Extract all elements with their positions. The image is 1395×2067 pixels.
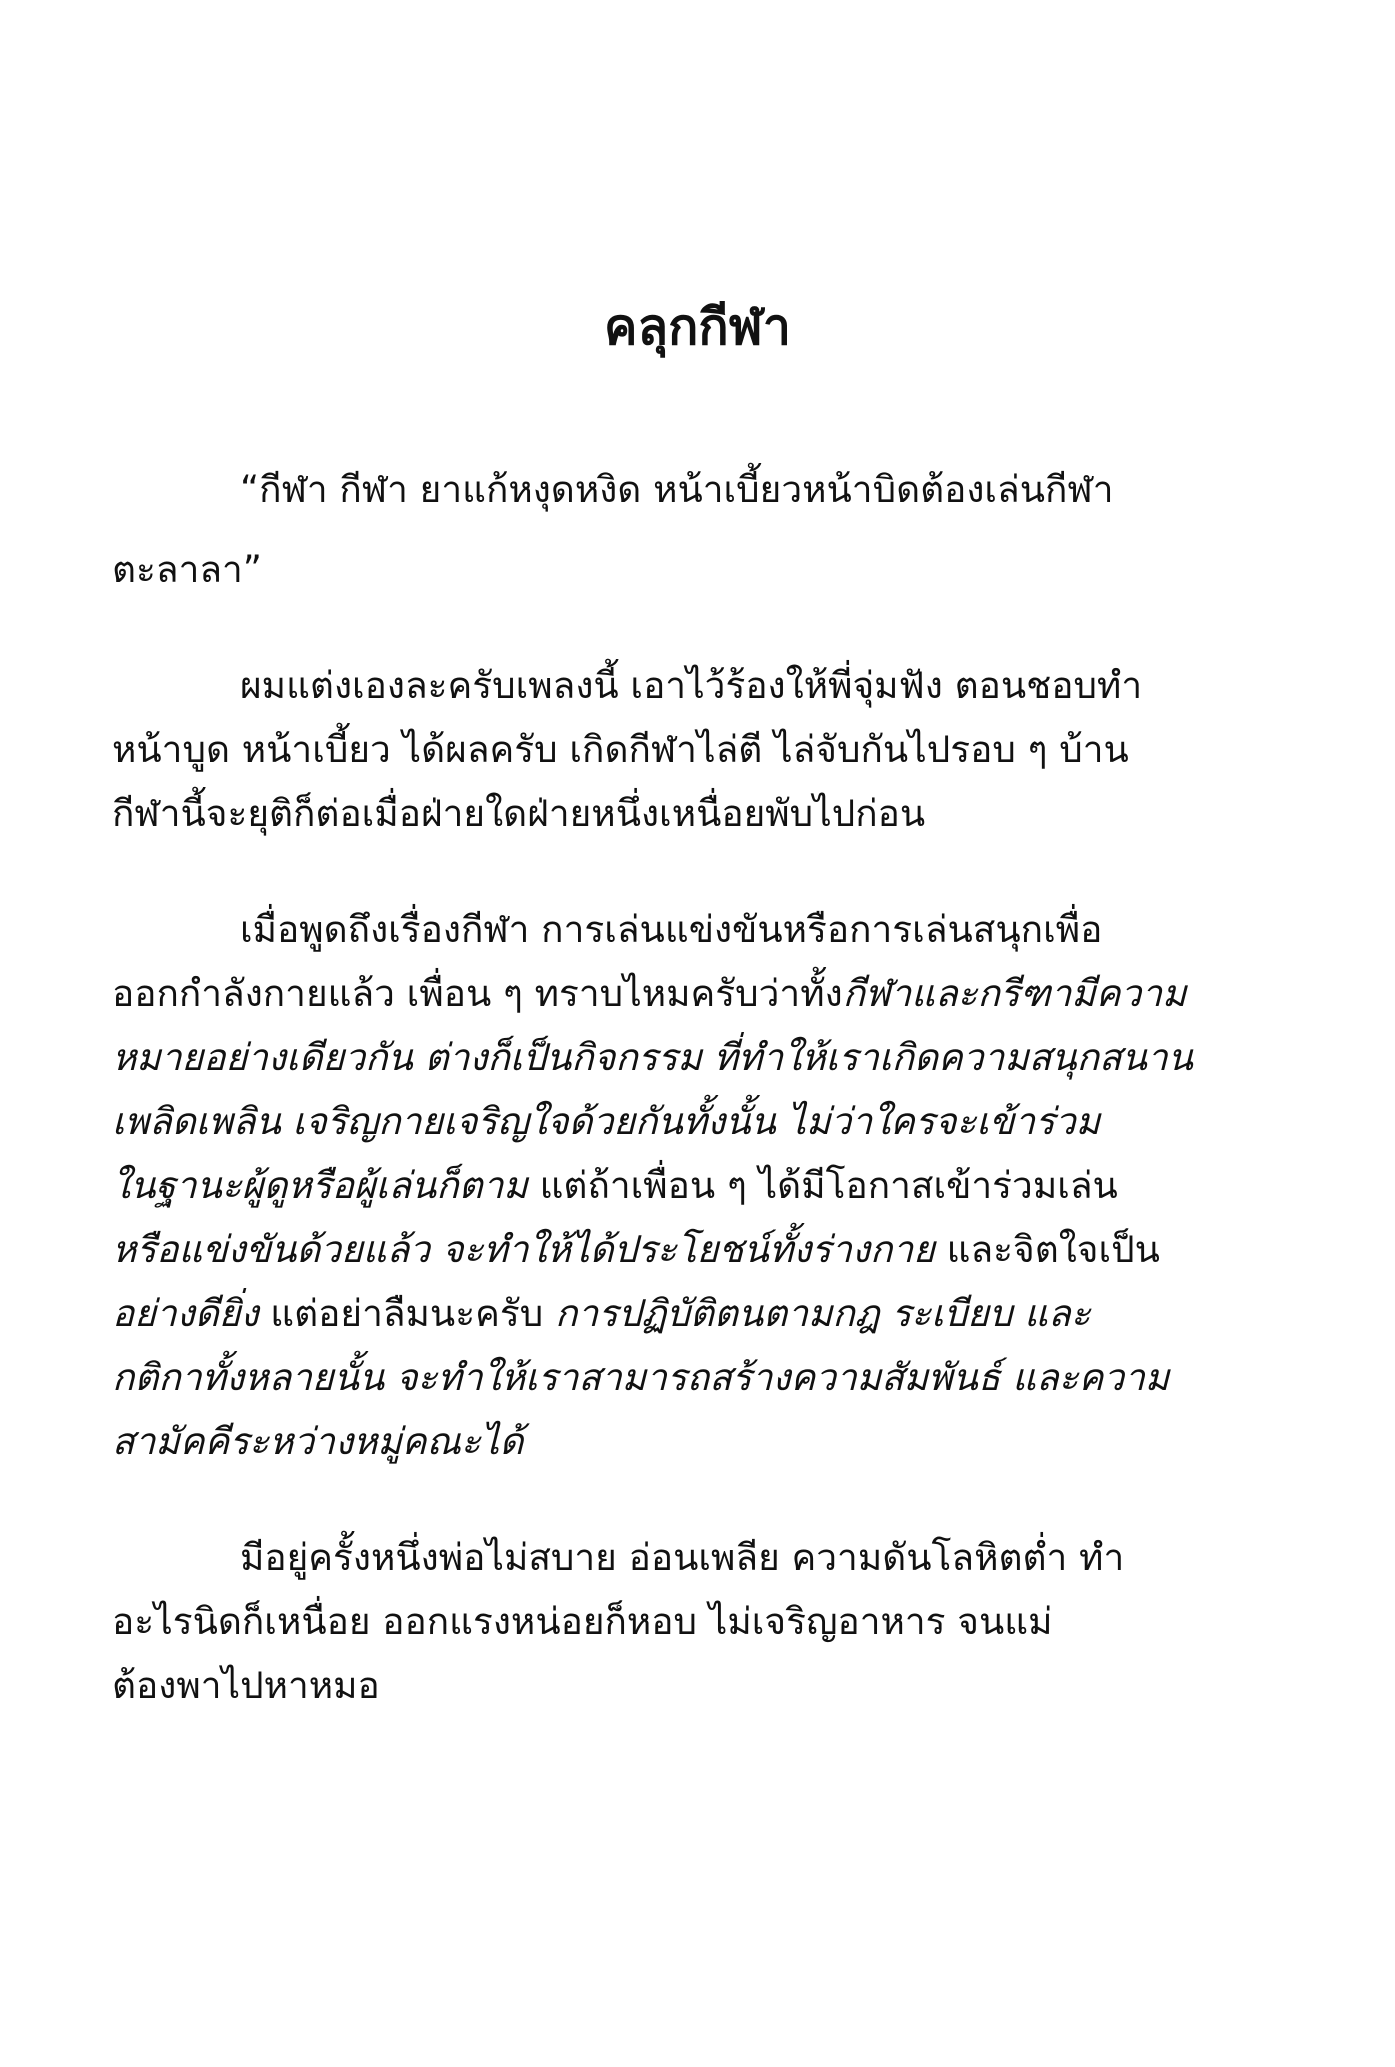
text-run: มีอยู่ครั้งหนึ่งพ่อไม่สบาย อ่อนเพลีย ความดันโลหิตต่ำ ทำ	[240, 1536, 1125, 1579]
italic-text-run: อย่างดียิ่ง	[112, 1292, 259, 1335]
text-line	[112, 1594, 1282, 1650]
text-run: อะไรนิดก็เหนื่อย ออกแรงหน่อยก็หอบ ไม่เจริญอาหาร จนแม่	[112, 1600, 1053, 1643]
text-line	[112, 1030, 1282, 1086]
text-line	[112, 1658, 1282, 1714]
text-line	[112, 1286, 1282, 1342]
italic-text-run: กีฬาและกรีฑามีความ	[842, 972, 1187, 1015]
page-title: คลุกกีฬา	[604, 298, 791, 356]
text-run: “กีฬา กีฬา ยาแก้หงุดหงิด หน้าเบี้ยวหน้าบิดต้องเล่นกีฬา	[240, 468, 1114, 511]
italic-text-run: กติกาทั้งหลายนั้น จะทำให้เราสามารถสร้างความสัมพันธ์ และความ	[112, 1356, 1170, 1399]
text-line	[240, 462, 1282, 518]
text-line	[112, 1158, 1282, 1214]
text-line	[240, 658, 1282, 714]
text-line	[112, 966, 1282, 1022]
text-line	[112, 1414, 1282, 1470]
text-run: และจิตใจเป็น	[934, 1228, 1160, 1271]
italic-text-run: ในฐานะผู้ดูหรือผู้เล่นก็ตาม	[112, 1164, 528, 1207]
text-run: แต่อย่าลืมนะครับ	[258, 1292, 555, 1335]
italic-text-run: เพลิดเพลิน เจริญกายเจริญใจด้วยกันทั้งนั้น ไม่ว่าใครจะเข้าร่วม	[112, 1100, 1101, 1143]
text-line	[112, 786, 1282, 842]
text-run: ผมแต่งเองละครับเพลงนี้ เอาไว้ร้องให้พี่จุ่มฟัง ตอนชอบทำ	[240, 664, 1143, 707]
italic-text-run: สามัคคีระหว่างหมู่คณะได้	[112, 1420, 524, 1463]
text-run: ต้องพาไปหาหมอ	[112, 1664, 380, 1707]
text-line	[112, 1222, 1282, 1278]
text-run: ตะลาลา”	[112, 548, 262, 591]
text-line	[112, 1094, 1282, 1150]
text-run: หน้าบูด หน้าเบี้ยว ได้ผลครับ เกิดกีฬาไล่ตี ไล่จับกันไปรอบ ๆ บ้าน	[112, 728, 1129, 771]
text-line	[112, 1350, 1282, 1406]
text-run: แต่ถ้าเพื่อน ๆ ได้มีโอกาสเข้าร่วมเล่น	[527, 1164, 1118, 1207]
italic-text-run: หรือแข่งขันด้วยแล้ว จะทำให้ได้ประโยชน์ทั้งร่างกาย	[112, 1228, 935, 1271]
italic-text-run: การปฏิบัติตนตามกฎ ระเบียบ และ	[554, 1292, 1091, 1335]
text-run: ออกกำลังกายแล้ว เพื่อน ๆ ทราบไหมครับว่าทั้ง	[112, 972, 843, 1015]
text-run: กีฬานี้จะยุติก็ต่อเมื่อฝ่ายใดฝ่ายหนึ่งเหนื่อยพับไปก่อน	[112, 792, 926, 835]
text-line	[112, 542, 1282, 598]
text-line	[240, 902, 1282, 958]
text-line	[112, 722, 1282, 778]
text-run: เมื่อพูดถึงเรื่องกีฬา การเล่นแข่งขันหรือการเล่นสนุกเพื่อ	[240, 908, 1103, 951]
italic-text-run: หมายอย่างเดียวกัน ต่างก็เป็นกิจกรรม ที่ทำให้เราเกิดความสนุกสนาน	[112, 1036, 1193, 1079]
text-line	[240, 1530, 1282, 1586]
